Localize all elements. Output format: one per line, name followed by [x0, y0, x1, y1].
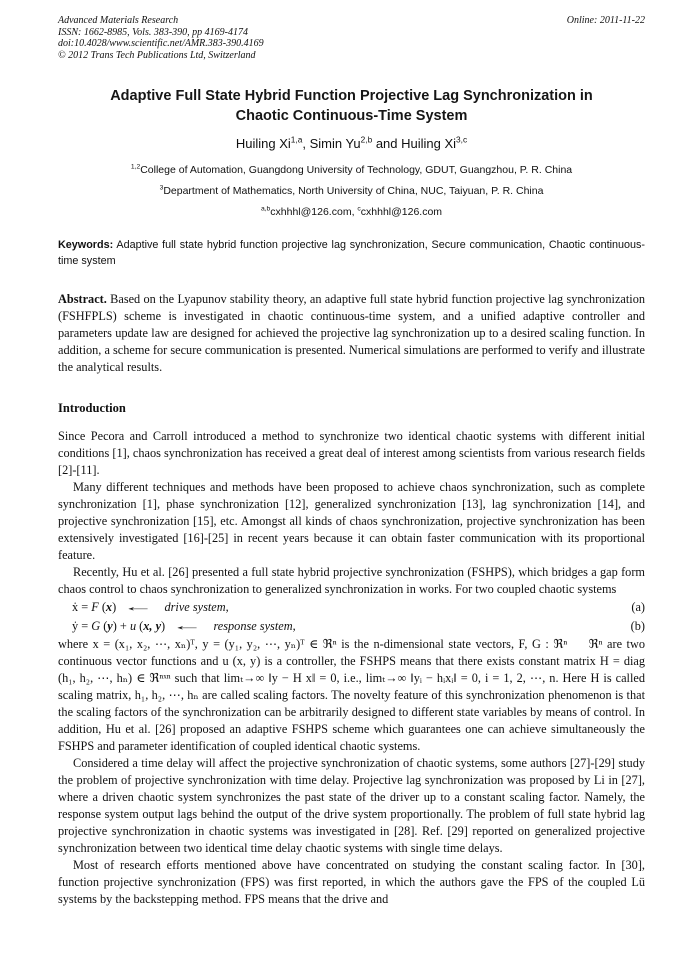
- intro-paragraph-3: Recently, Hu et al. [26] presented a full state hybrid projective synchronization (FSHPS), which bridges a gap form chaos control to chaos synchronization to generalized synchronization in works. For two coupled chaotic systems: [58, 565, 645, 596]
- intro-paragraph-1: Since Pecora and Carroll introduced a method to synchronize two identical chaotic systems with different initial conditions [1], chaos synchronization has received a great deal of interest among scientists from various research fields [2]-[11].: [58, 429, 645, 477]
- keywords-text: Adaptive full state hybrid function projective lag synchronization, Secure communication, Chaotic continuous-time system: [58, 239, 646, 267]
- issn-line: ISSN: 1662-8985, Vols. 383-390, pp 4169-4174: [58, 26, 248, 38]
- abstract-text: Based on the Lyapunov stability theory, an adaptive full state hybrid function projective lag synchronization (FSHFPLS) scheme is investigated in chaotic continuous-time system, and a unified adaptive controller and parameters update law are designed for achieved the projective lag synchronization up to a desired scaling function. In addition, a scheme for secure communication is presented. Numerical simulations are performed to verify and illustrate the analytical results.: [58, 292, 645, 374]
- affiliation-2: $^3$Department of Mathematics, North University of China, NUC, Taiyuan, P. R. China: [159, 184, 544, 197]
- paper-title-line-1: Adaptive Full State Hybrid Function Projective Lag Synchronization in: [110, 88, 593, 104]
- equation-a-label: (a): [631, 600, 645, 614]
- equation-a-expression: ẋ = F (x) ← drive system,: [72, 600, 229, 614]
- keywords-block: [58, 238, 645, 269]
- paper-title-line-2: Chaotic Continuous-Time System: [235, 108, 468, 124]
- journal-header: [58, 15, 645, 61]
- equation-a: [58, 598, 645, 617]
- copyright-line: © 2012 Trans Tech Publications Ltd, Switzerland: [58, 49, 256, 61]
- author-emails: $^{a,b}$cxhhhl@126.com, $^c$cxhhhl@126.com: [260, 205, 443, 218]
- paper-title: [59, 86, 644, 126]
- journal-header-left: [58, 15, 264, 61]
- abstract-label: Abstract.: [58, 292, 107, 306]
- affiliation-1: $^{1,2}$College of Automation, Guangdong University of Technology, GDUT, Guangzhou, P. R. China: [130, 163, 573, 176]
- intro-paragraph-5: Considered a time delay will affect the projective synchronization of chaotic systems, some authors [27]-[29] study the problem of projective synchronization with time delay. Projective lag synchronization was proposed by Li in [27], where a driven chaotic system synchronizes the past state of the driver up to a constant scaling factor. Namely, the response system output lags behind the output of the drive system proportionally. The problem of full state hybrid lag projective synchronization in chaotic systems was investigated in [28]. Ref. [29] reported on generalized projective synchronization between two identical time delay chaotic systems with single time delays.: [58, 756, 645, 855]
- author-list: Huiling Xi$^{1,a}$, Simin Yu$^{2,b}$ and Huiling Xi$^{3,c}$: [235, 134, 468, 151]
- intro-paragraph-4: where x = (x₁, x₂, ⋯, xₙ)ᵀ, y = (y₁, y₂, ⋯, yₙ)ᵀ ∈ ℜⁿ is the n-dimensional state vectors, F, G : ℜⁿ ℜⁿ are two continuous vector functions and u (x, y) is a controller, the FSHPS means that there exists constant matrix H = diag (h₁, h₂, ⋯, hₙ) ∈ ℜⁿˣⁿ such that limₜ→∞ ‖y − H x‖ = 0, i.e., limₜ→∞ ‖yᵢ − hᵢxᵢ‖ = 0, i = 1, 2, ⋯, n. Here H is called scaling matrix, h₁, h₂, ⋯, hₙ are called scaling factors. The novelty feature of this synchronization phenomenon is that the scaling factors of the synchronization can be arbitrarily designed to different state variables by means of control. In addition, Hu et al. [26] proposed an adaptive FSHPS scheme which guarantees one can achieve simultaneously the FSHPS and parameter identification of coupled identical chaotic systems.: [58, 637, 645, 753]
- keywords-label: Keywords:: [58, 239, 114, 251]
- doi-line: doi:10.4028/www.scientific.net/AMR.383-390.4169: [58, 38, 264, 49]
- online-date: Online: 2011-11-22: [566, 15, 645, 26]
- section-heading-introduction: Introduction: [58, 401, 126, 415]
- intro-paragraph-6: Most of research efforts mentioned above have concentrated on studying the constant scaling factor. In [30], function projective synchronization (FPS) was first reported, in which the authors gave the FPS of the coupled Lü systems by the backstepping method. FPS means that the drive and: [58, 858, 645, 906]
- abstract-block: [58, 291, 645, 376]
- equation-b-label: (b): [630, 619, 645, 633]
- equation-b: [58, 617, 645, 636]
- equation-b-expression: ẏ = G (y) + u (x, y) ← response system,: [72, 619, 296, 633]
- intro-paragraph-2: Many different techniques and methods have been proposed to achieve chaos synchronization, such as complete synchronization [1], phase synchronization [12], generalized synchronization [13], lag synchronization [14], and projective synchronization [15], etc. Amongst all kinds of chaos synchronization, projective synchronization has been extensively investigated [16]-[25] in recent years because it can obtain faster communication with its proportional feature.: [58, 480, 645, 562]
- journal-name: Advanced Materials Research: [58, 15, 179, 26]
